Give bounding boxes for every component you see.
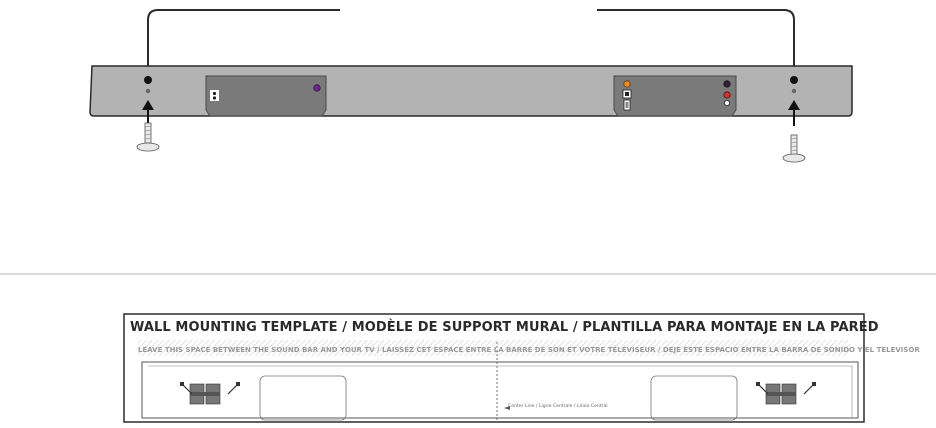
dark-jack-icon: [724, 81, 730, 87]
mounting-hole-left: [144, 76, 152, 84]
template-space-instruction: LEAVE THIS SPACE BETWEEN THE SOUND BAR AND YOUR TV / LAISSEZ CET ESPACE ENTRE LA BARRE DE SON ET VOTRE TÉLÉVISEUR / DEJE ESTE ESPACIO ENTRE LA BARRA DE SONIDO Y EL TELEVISOR: [138, 346, 920, 354]
optical-port-icon: [623, 90, 631, 98]
screw-icon: [137, 123, 159, 151]
mounting-dot-right: [792, 89, 796, 93]
screw-icon: [783, 135, 805, 162]
mounting-hole-right: [790, 76, 798, 84]
left-connector-panel: [206, 76, 326, 116]
usb-port-icon: [624, 100, 630, 110]
orange-jack-icon: [624, 81, 630, 87]
right-connector-panel: [614, 76, 736, 116]
center-line-label: Center Line / Ligne Centrale / Línea Central: [508, 404, 608, 409]
mounting-dot-left: [146, 89, 150, 93]
soundbar-body: [90, 66, 852, 116]
red-jack-icon: [724, 92, 730, 98]
soundbar-back-view: [90, 66, 852, 116]
power-port-icon: [210, 90, 219, 101]
purple-jack-icon: [314, 85, 320, 91]
template-title: WALL MOUNTING TEMPLATE / MODÈLE DE SUPPORT MURAL / PLANTILLA PARA MONTAJE EN LA PARED: [130, 320, 879, 335]
white-jack-icon: [724, 100, 729, 105]
